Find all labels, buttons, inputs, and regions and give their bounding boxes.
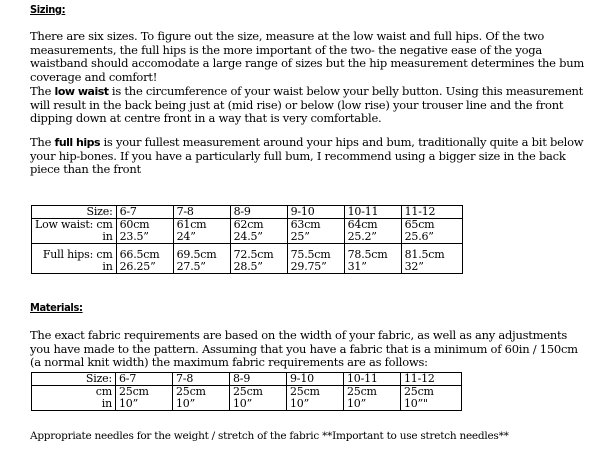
value-cell: 78.5cm — [344, 249, 401, 261]
value-cell: 26.25” — [116, 261, 173, 274]
value-cell: 25cm — [173, 386, 230, 399]
value-cell: 25cm — [401, 386, 462, 399]
value-cell: 28.5” — [230, 261, 287, 274]
needles-footnote: Appropriate needles for the weight / stretch of the fabric **Important to use stretch needles** — [30, 430, 509, 442]
fabric-requirements-table — [31, 372, 462, 411]
value-cell: 10” — [230, 398, 287, 411]
size-header-label: Size: — [32, 206, 117, 219]
size-cell: 7-8 — [173, 206, 230, 219]
value-cell: 81.5cm — [401, 249, 462, 261]
size-header-row — [32, 373, 462, 386]
value-cell: 69.5cm — [173, 249, 230, 261]
table-row — [32, 398, 462, 411]
size-cell: 11-12 — [401, 206, 462, 219]
materials-paragraph: The exact fabric requirements are based on the width of your fabric, as well as any adjustments you have made to the pattern. Assuming that you have a fabric that is a minimum of 60in / 150cm (a normal knit width) the maximum fabric requirements are as follows: — [30, 328, 578, 370]
value-cell: 25cm — [287, 386, 344, 399]
value-cell: 25cm — [116, 386, 173, 399]
size-cell: 10-11 — [344, 373, 401, 386]
size-cell: 11-12 — [401, 373, 462, 386]
value-cell: 10” — [116, 398, 173, 411]
full-hips-paragraph — [30, 136, 590, 177]
value-cell: 10”" — [401, 398, 462, 411]
value-cell: 32” — [401, 261, 462, 274]
row-label: Full hips: cm — [32, 249, 117, 261]
materials-heading: Materials: — [30, 301, 83, 314]
size-cell: 7-8 — [173, 373, 230, 386]
value-cell: 63cm — [287, 219, 344, 232]
size-cell: 8-9 — [230, 373, 287, 386]
size-cell: 9-10 — [287, 373, 344, 386]
value-cell: 10” — [344, 398, 401, 411]
value-cell: 10” — [287, 398, 344, 411]
row-label: cm — [32, 386, 116, 399]
value-cell: 25.2” — [344, 231, 401, 244]
size-cell: 8-9 — [230, 206, 287, 219]
value-cell: 25cm — [230, 386, 287, 399]
low-waist-text: is the circumference of your waist below your belly button. Using this measurement will result in the back being just at (mid rise) or below (low rise) your trouser line and the front dipping down at centre front in a way that is very comfortable. — [30, 84, 584, 126]
sizing-heading: Sizing: — [30, 3, 66, 16]
size-measurement-table — [31, 205, 463, 274]
table-row — [32, 261, 463, 274]
full-hips-pre: The — [30, 135, 55, 149]
value-cell: 25cm — [344, 386, 401, 399]
size-cell: 6-7 — [116, 373, 173, 386]
value-cell: 10” — [173, 398, 230, 411]
size-cell: 6-7 — [116, 206, 173, 219]
value-cell: 60cm — [116, 219, 173, 232]
value-cell: 31” — [344, 261, 401, 274]
value-cell: 24” — [173, 231, 230, 244]
value-cell: 65cm — [401, 219, 462, 232]
full-hips-text: is your fullest measurement around your hips and bum, traditionally quite a bit below your hip-bones. If you have a particularly full bum, I recommend using a bigger size in the back piece than the front — [30, 135, 584, 177]
full-hips-keyword: full hips — [54, 136, 101, 149]
value-cell: 23.5” — [116, 231, 173, 244]
value-cell: 25.6” — [401, 231, 462, 244]
low-waist-pre: The — [30, 84, 55, 98]
row-label: Low waist: cm — [32, 219, 117, 232]
value-cell: 25” — [287, 231, 344, 244]
row-label: in — [32, 261, 117, 274]
value-cell: 62cm — [230, 219, 287, 232]
sizing-intro: There are six sizes. To figure out the size, measure at the low waist and full hips. Of the two measurements, the full hips is the more important of the two- the negative ease of the yoga waistband should accomodate a large range of sizes but the hip measurement determines the bum coverage and comfort! — [30, 29, 585, 84]
value-cell: 72.5cm — [230, 249, 287, 261]
value-cell: 75.5cm — [287, 249, 344, 261]
value-cell: 29.75” — [287, 261, 344, 274]
row-label: in — [32, 231, 117, 244]
value-cell: 61cm — [173, 219, 230, 232]
value-cell: 66.5cm — [116, 249, 173, 261]
size-cell: 9-10 — [287, 206, 344, 219]
row-label: in — [32, 398, 116, 411]
size-cell: 10-11 — [344, 206, 401, 219]
value-cell: 24.5” — [230, 231, 287, 244]
table-row — [32, 231, 463, 244]
value-cell: 27.5” — [173, 261, 230, 274]
size-header-label: Size: — [32, 373, 116, 386]
value-cell: 64cm — [344, 219, 401, 232]
low-waist-paragraph — [30, 85, 590, 126]
size-header-row — [32, 206, 463, 219]
low-waist-keyword: low waist — [54, 85, 109, 98]
